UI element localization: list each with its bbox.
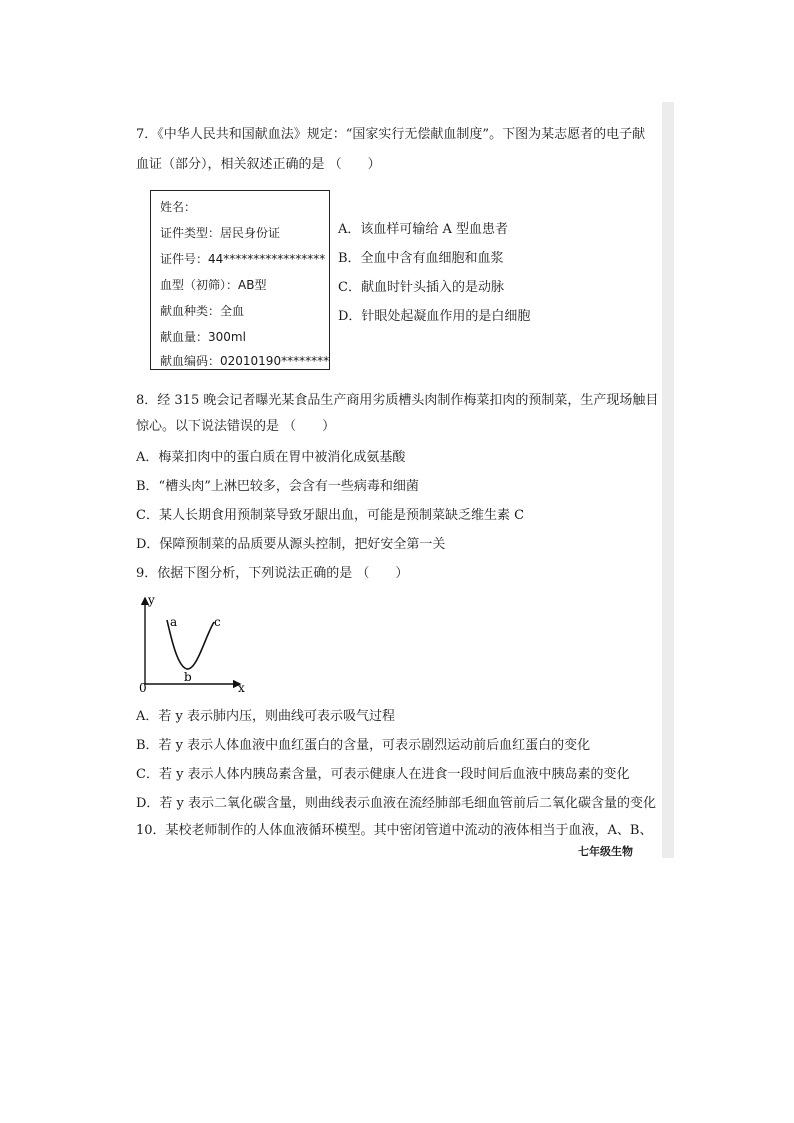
page-edge-shadow <box>662 102 674 858</box>
point-a-label: a <box>170 615 178 629</box>
q8-option-c: C．某人长期食用预制菜导致牙龈出血，可能是预制菜缺乏维生素 C <box>136 508 525 523</box>
page-footer: 七年级生物 <box>578 845 633 858</box>
blood-donation-card <box>150 190 330 370</box>
q10-stem-line1: 10．某校老师制作的人体血液循环模型。其中密闭管道中流动的液体相当于血液，A、B、 <box>136 823 653 838</box>
q7-stem-line1: 7．《中华人民共和国献血法》规定：“国家实行无偿献血制度”。下图为某志愿者的电子献 <box>136 127 646 142</box>
q8-option-d: D．保障预制菜的品质要从源头控制，把好安全第一关 <box>136 537 446 552</box>
q9-option-a: A．若 y 表示肺内压，则曲线可表示吸气过程 <box>136 709 395 724</box>
q8-option-a: A．梅菜扣肉中的蛋白质在胃中被消化成氨基酸 <box>136 450 406 465</box>
origin-label: 0 <box>139 681 147 695</box>
q7-option-a: A．该血样可输给 A 型血患者 <box>338 222 509 237</box>
card-name-field: 姓名： <box>160 200 197 214</box>
q7-option-b: B．全血中含有血细胞和血浆 <box>338 251 504 266</box>
y-axis-label: y <box>148 593 155 607</box>
q7-option-c: C．献血时针头插入的是动脉 <box>338 280 504 295</box>
q9-option-d: D．若 y 表示二氧化碳含量，则曲线表示血液在流经肺部毛细血管前后二氧化碳含量的变化 <box>136 796 657 811</box>
q7-option-d: D．针眼处起凝血作用的是白细胞 <box>338 309 531 324</box>
card-blood-type-field: 血型（初筛）：AB型 <box>160 278 267 292</box>
q9-option-b: B．若 y 表示人体血液中血红蛋白的含量，可表示剧烈运动前后血红蛋白的变化 <box>136 738 591 753</box>
q8-stem-line1: 8．经 315 晚会记者曝光某食品生产商用劣质槽头肉制作梅菜扣肉的预制菜，生产现场触目 <box>136 393 659 408</box>
q8-option-b: B．“槽头肉”上淋巴较多，会含有一些病毒和细菌 <box>136 479 419 494</box>
point-c-label: c <box>214 615 221 629</box>
x-axis-label: x <box>238 681 245 695</box>
card-id-number-field: 证件号：44***************** <box>160 252 326 266</box>
q9-stem: 9．依据下图分析，下列说法正确的是 （ ） <box>136 566 409 581</box>
point-b-label: b <box>184 670 192 684</box>
card-id-type-field: 证件类型：居民身份证 <box>160 226 281 240</box>
card-donation-type-field: 献血种类：全血 <box>160 304 245 318</box>
card-donation-volume-field: 献血量：300ml <box>160 330 246 344</box>
q9-curve-graph <box>130 592 255 698</box>
q7-stem-line2: 血证（部分），相关叙述正确的是 （ ） <box>136 157 381 172</box>
card-donation-code-field: 献血编码：02010190******** <box>160 354 330 368</box>
q9-option-c: C．若 y 表示人体内胰岛素含量，可表示健康人在进食一段时间后血液中胰岛素的变化 <box>136 767 630 782</box>
q8-stem-line2: 惊心。以下说法错误的是 （ ） <box>136 419 336 434</box>
